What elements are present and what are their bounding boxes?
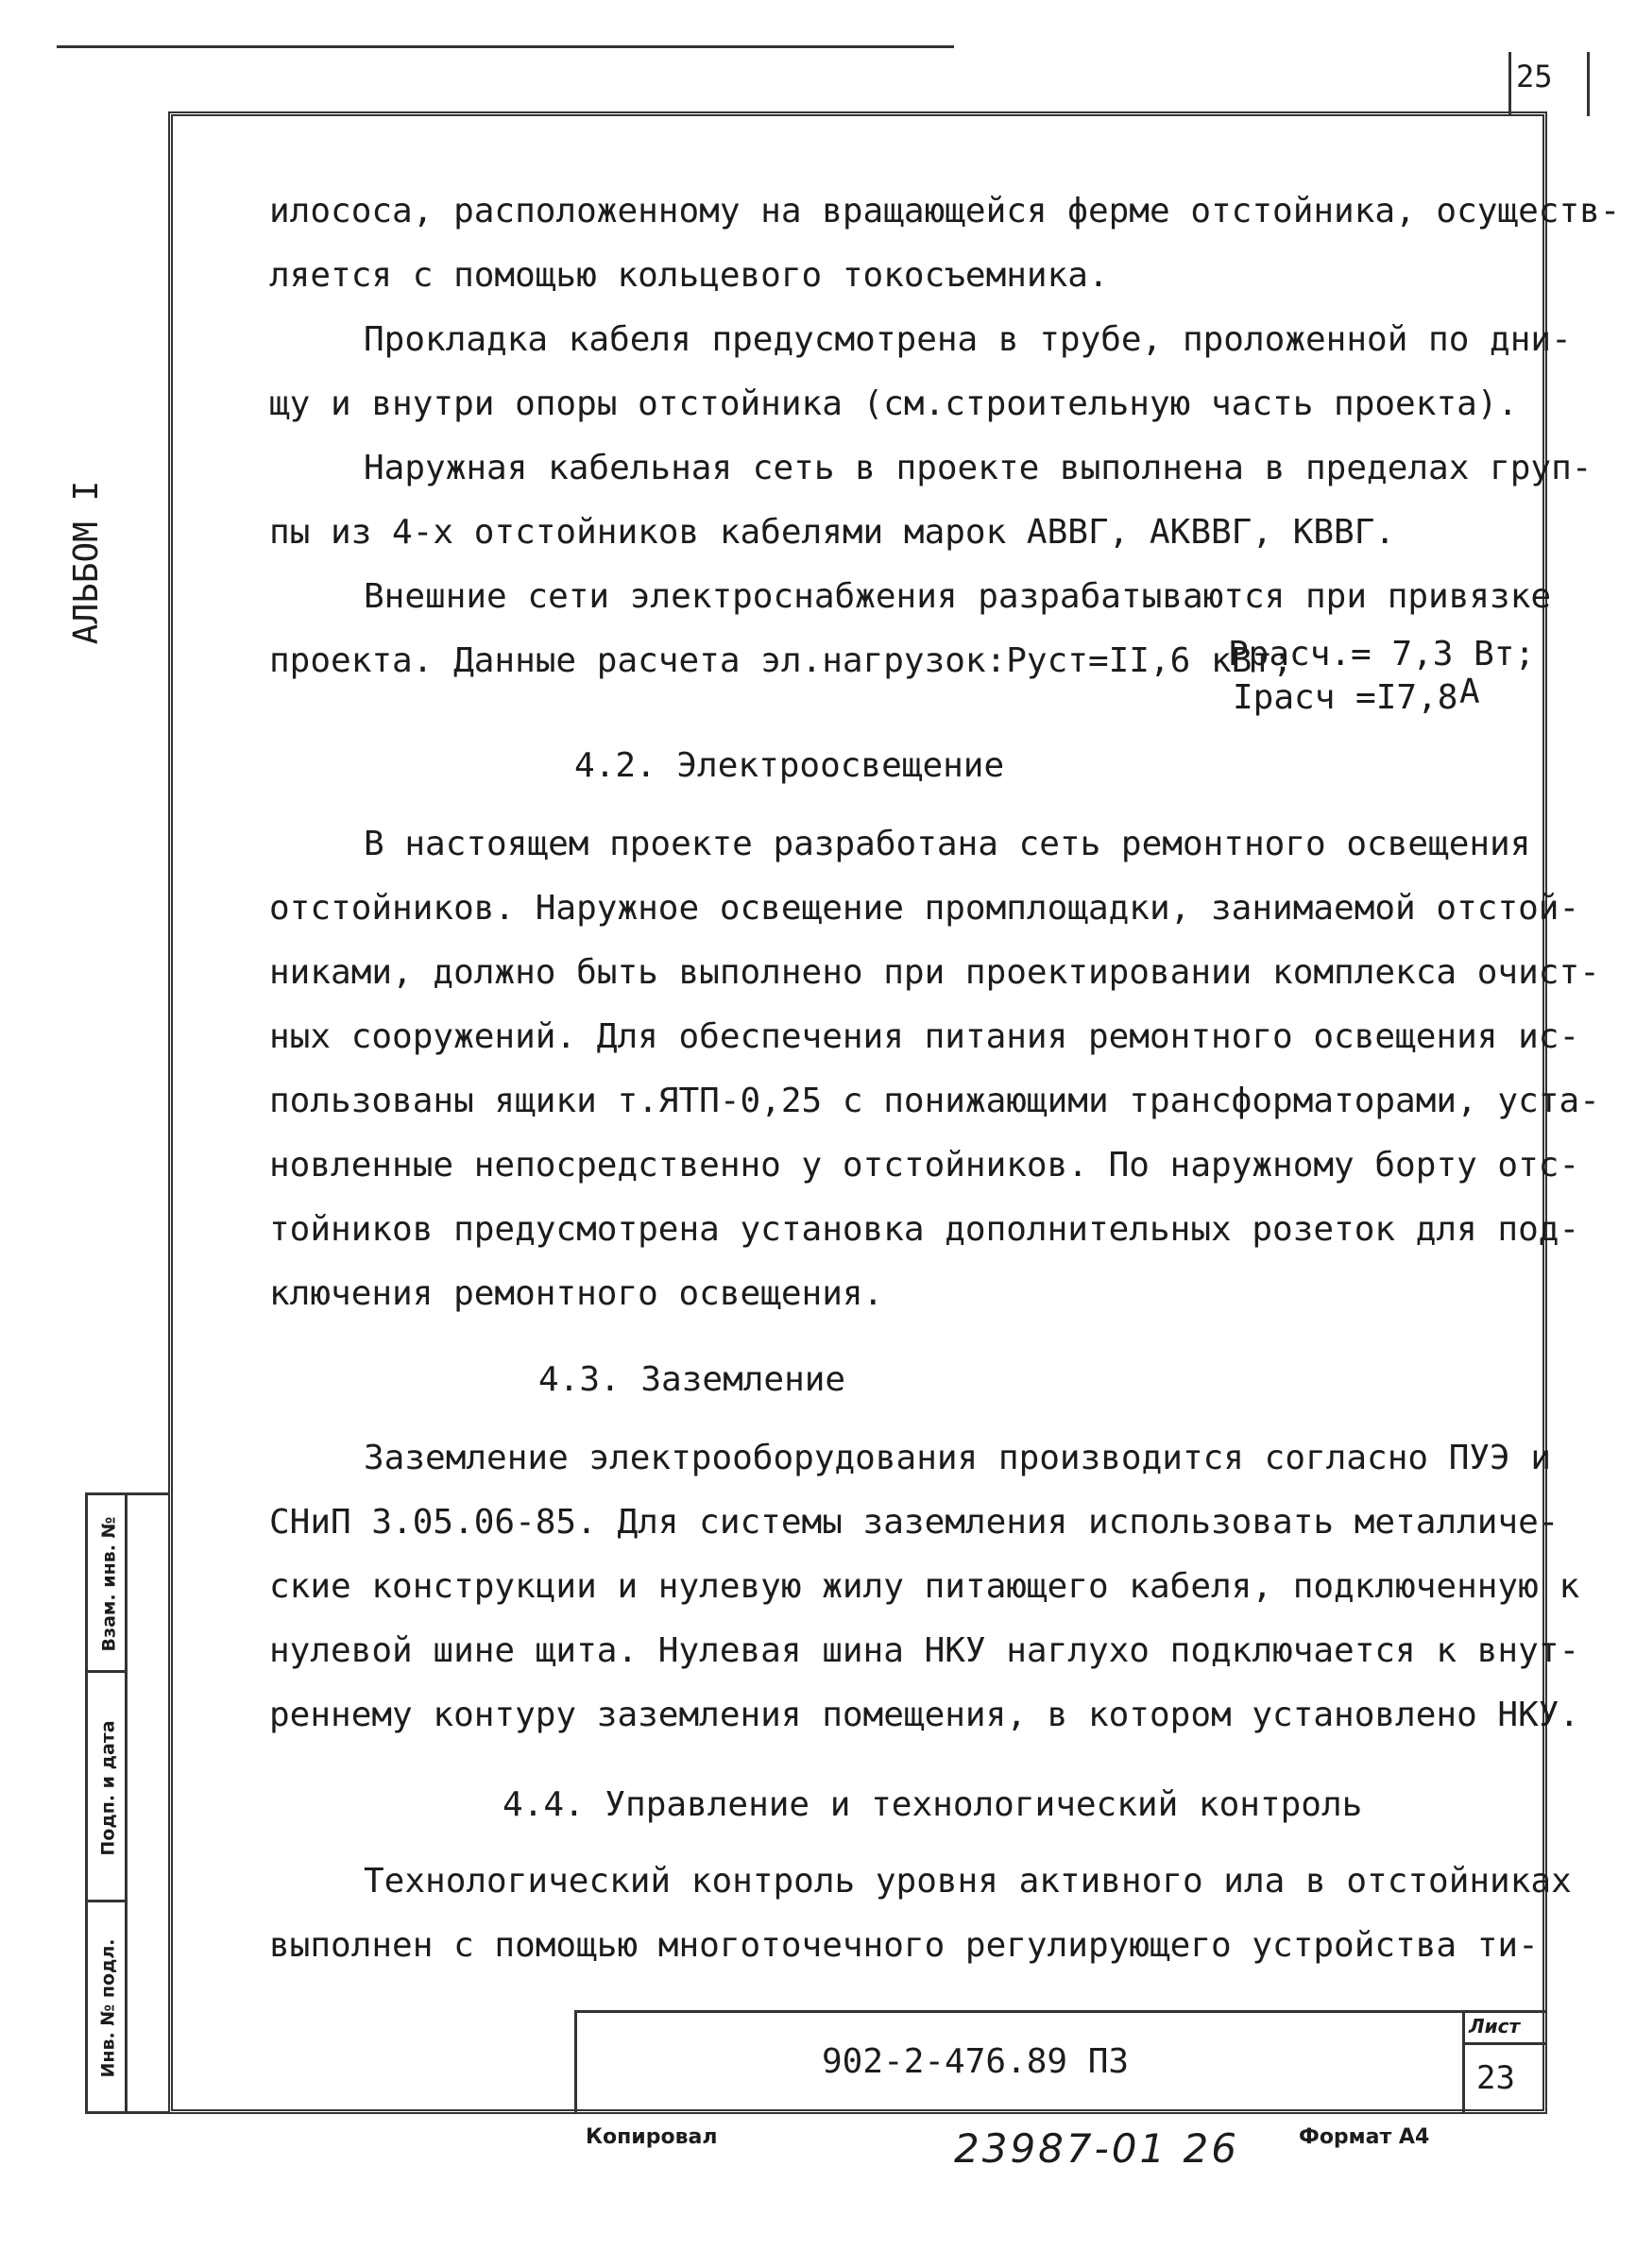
text-line: проекта. Данные расчета эл.нагрузок:Руст=II,6 кВт;	[269, 641, 1293, 680]
text-line: В настоящем проекте разработана сеть ремонтного освещения	[364, 825, 1531, 863]
side-label-vzam: Взам. инв. №	[98, 1516, 119, 1652]
text-line: отстойников. Наружное освещение промплощадки, занимаемой отстой-	[269, 889, 1580, 928]
sheet-number: 23	[1476, 2059, 1515, 2097]
calc-p: Ррасч.= 7,3 Вт;	[1228, 635, 1536, 674]
text-line: ляется с помощью кольцевого токосъемника.	[269, 256, 1109, 295]
text-line: никами, должно быть выполнено при проектировании комплекса очист-	[269, 953, 1600, 992]
document-code: 902-2-476.89 ПЗ	[822, 2042, 1130, 2081]
calc-i: Iрасч =I7,8	[1233, 678, 1458, 717]
text-line: пы из 4-х отстойников кабелями марок АВВГ, АКВВГ, КВВГ.	[269, 513, 1396, 552]
text-line: Внешние сети электроснабжения разрабатываются при привязке	[364, 577, 1552, 616]
heading-4-4: 4.4. Управление и технологический контроль	[503, 1785, 1363, 1824]
text-line: Наружная кабельная сеть в проекте выполнена в пределах груп-	[364, 449, 1593, 487]
text-line: выполнен с помощью многоточечного регулирующего устройства ти-	[269, 1926, 1539, 1965]
copied-label: Копировал	[586, 2125, 718, 2149]
paragraph-control	[269, 1850, 1572, 1978]
heading-4-3: 4.3. Заземление	[538, 1360, 846, 1399]
text-line: пользованы ящики т.ЯТП-0,25 с понижающими трансформаторами, уста-	[269, 1082, 1600, 1120]
top-rule	[57, 45, 954, 48]
text-line: Прокладка кабеля предусмотрена в трубе, проложенной по дни-	[364, 320, 1572, 359]
archive-number: 23987-01 26	[954, 2125, 1240, 2172]
text-line: нулевой шине щита. Нулевая шина НКУ наглухо подключается к внут-	[269, 1631, 1580, 1670]
side-stamp	[85, 1492, 168, 2114]
calc-i-unit: А	[1459, 673, 1480, 711]
text-line: илососа, расположенному на вращающейся ферме отстойника, осуществ-	[269, 192, 1621, 230]
text-line: тойников предусмотрена установка дополнительных розеток для под-	[269, 1210, 1580, 1249]
text-line: ключения ремонтного освещения.	[269, 1274, 884, 1313]
text-line: Технологический контроль уровня активного ила в отстойниках	[364, 1862, 1572, 1901]
text-line: Заземление электрооборудования производится согласно ПУЭ и	[364, 1439, 1552, 1477]
sheet-divider	[1462, 2042, 1547, 2045]
text-line: щу и внутри опоры отстойника (см.строительную часть проекта).	[269, 384, 1519, 423]
format-label: Формат А4	[1299, 2125, 1430, 2149]
text-line: ных сооружений. Для обеспечения питания ремонтного освещения ис-	[269, 1017, 1580, 1056]
paragraph-grounding	[269, 1426, 1580, 1748]
page-number: 25	[1516, 59, 1553, 94]
sheet-label: Лист	[1469, 2015, 1521, 2038]
paragraph-intro	[269, 179, 1621, 693]
text-line: новленные непосредственно у отстойников. По наружному борту отс-	[269, 1146, 1580, 1185]
side-label-inv: Инв. № подл.	[98, 1938, 119, 2078]
album-label: АЛЬБОМ I	[67, 480, 107, 644]
paragraph-lighting	[269, 812, 1600, 1326]
text-line: реннему контуру заземления помещения, в котором установлено НКУ.	[269, 1696, 1580, 1734]
heading-4-2: 4.2. Электроосвещение	[574, 746, 1005, 785]
text-line: ские конструкции и нулевую жилу питающего кабеля, подключенную к	[269, 1567, 1580, 1606]
side-label-podp: Подп. и дата	[98, 1719, 119, 1856]
text-line: СНиП 3.05.06-85. Для системы заземления использовать металличе-	[269, 1503, 1559, 1542]
